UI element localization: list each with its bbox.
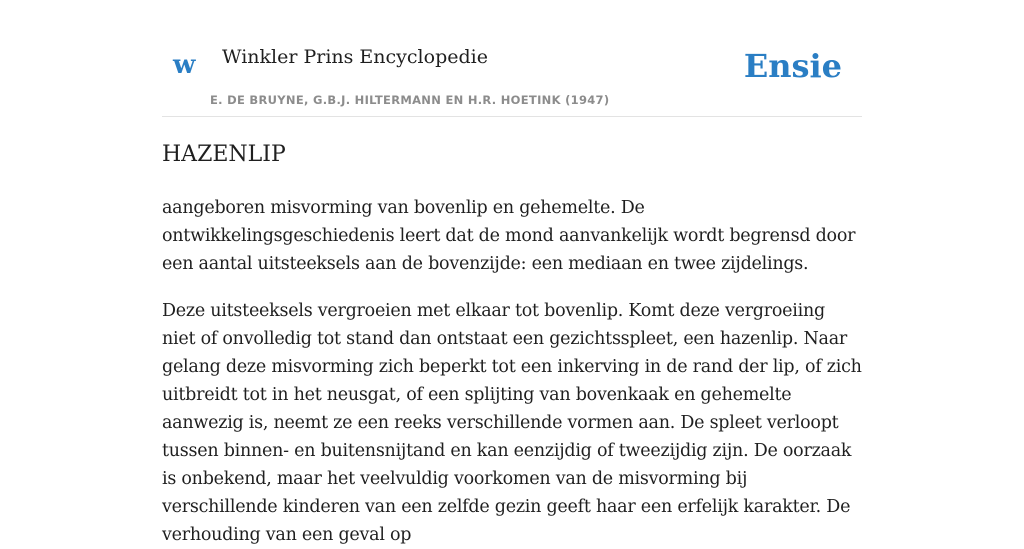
source-logo-icon[interactable]: w — [173, 50, 196, 80]
source-title[interactable]: Winkler Prins Encyclopedie — [222, 46, 488, 68]
article-paragraph-1: aangeboren misvorming van bovenlip en gehemelte. De ontwikkelingsgeschiedenis leert dat de mond aanvankelijk wordt begrensd door een aantal uitsteeksels aan de bovenzijde: een mediaan en twee zijdelings. — [162, 197, 856, 274]
header — [162, 0, 862, 117]
brand-logo[interactable]: Ensie — [743, 47, 842, 85]
article-container — [162, 0, 862, 549]
article-title: HAZENLIP — [162, 142, 286, 167]
source-authors: E. DE BRUYNE, G.B.J. HILTERMANN EN H.R. HOETINK (1947) — [210, 93, 610, 107]
article-paragraph-2: Deze uitsteeksels vergroeien met elkaar tot bovenlip. Komt deze vergroeiing niet of onvolledig tot stand dan ontstaat een gezichtsspleet, een hazenlip. Naar gelang deze misvorming zich beperkt tot een inkerving in de rand der lip, of zich uitbreidt tot in het neusgat, of een splijting van bovenkaak en gehemelte aanwezig is, neemt ze een reeks verschillende vormen aan. De spleet verloopt tussen binnen- en buitensnijtand en kan eenzijdig of tweezijdig zijn. De oorzaak is onbekend, maar het veelvuldig voorkomen van de misvorming bij verschillende kinderen van een zelfde gezin geeft haar een erfelijk karakter. De verhouding van een geval op — [162, 300, 862, 545]
